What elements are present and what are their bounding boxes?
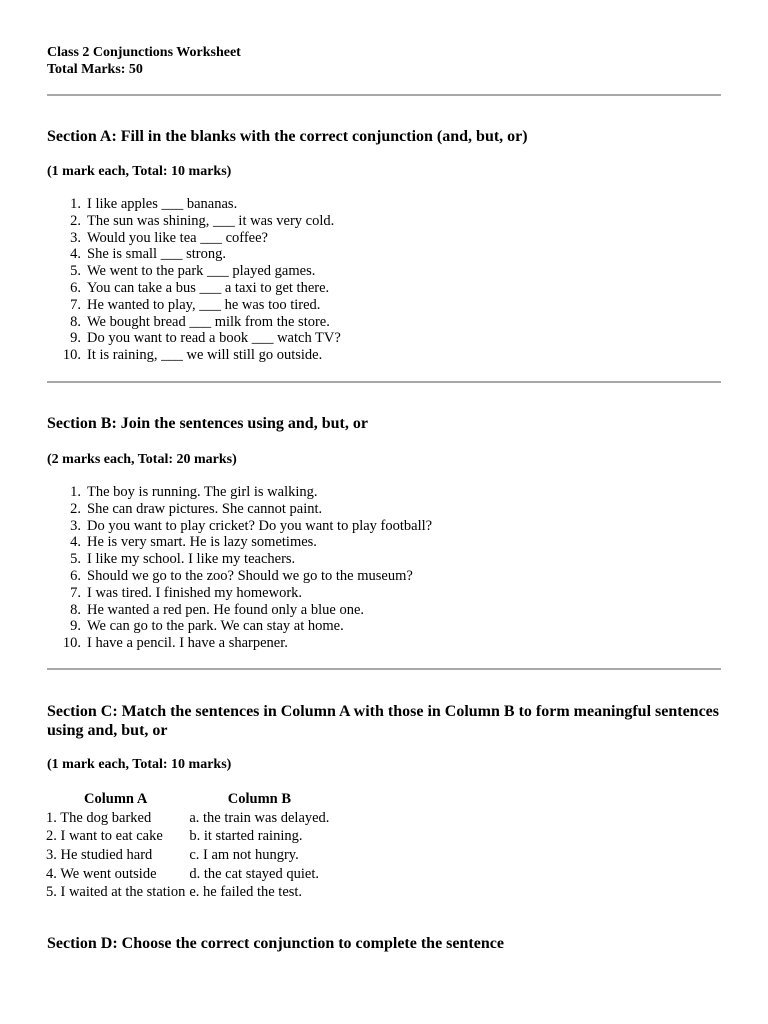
item-number: 9. <box>70 618 81 635</box>
divider <box>47 381 721 383</box>
list-item <box>47 347 341 364</box>
column-b-cell: b. it started raining. <box>189 828 303 845</box>
list-item <box>47 635 432 652</box>
list-item <box>47 568 432 585</box>
list-item <box>47 196 341 213</box>
list-item <box>47 501 432 518</box>
item-text: The boy is running. The girl is walking. <box>87 484 318 500</box>
divider <box>47 94 721 96</box>
item-text: He wanted a red pen. He found only a blue one. <box>87 601 365 618</box>
item-text: I like my school. I like my teachers. <box>87 551 296 568</box>
divider <box>47 668 721 670</box>
item-text: Should we go to the zoo? Should we go to the museum? <box>87 567 413 584</box>
item-number: 7. <box>70 296 81 313</box>
list-item <box>47 263 341 280</box>
item-text: It is raining, ___ we will still go outside. <box>87 347 323 364</box>
item-text: You can take a bus ___ a taxi to get there. <box>87 279 330 296</box>
list-item <box>47 246 341 263</box>
item-text: I like apples ___ bananas. <box>87 196 238 212</box>
column-b-cell: c. I am not hungry. <box>189 846 299 863</box>
item-number: 9. <box>70 330 81 347</box>
item-text: Do you want to read a book ___ watch TV? <box>87 330 341 347</box>
list-item <box>47 534 432 551</box>
column-a-header: Column A <box>84 791 148 807</box>
list-item <box>47 230 341 247</box>
item-text: We bought bread ___ milk from the store. <box>87 313 330 330</box>
item-number: 4. <box>70 246 81 263</box>
section-c-title: Section C: Match the sentences in Column A with those in Column B to form meaningful sentences using and, but, or <box>47 703 719 739</box>
total-marks: Total Marks: 50 <box>47 62 143 77</box>
item-number: 6. <box>70 279 81 296</box>
item-number: 7. <box>70 584 81 601</box>
column-b-cell: e. he failed the test. <box>189 884 303 901</box>
section-c-marks: (1 mark each, Total: 10 marks) <box>47 757 232 772</box>
column-a-cell: 2. I want to eat cake <box>46 828 163 845</box>
item-number: 1. <box>70 196 81 212</box>
item-text: I was tired. I finished my homework. <box>87 584 303 601</box>
section-a-marks: (1 mark each, Total: 10 marks) <box>47 164 232 179</box>
item-text: She is small ___ strong. <box>87 246 226 263</box>
item-number: 4. <box>70 534 81 551</box>
worksheet-header <box>47 44 241 78</box>
section-b-marks: (2 marks each, Total: 20 marks) <box>47 452 237 467</box>
item-text: We can go to the park. We can stay at home. <box>87 618 344 635</box>
item-number: 10. <box>62 635 81 652</box>
list-item <box>47 551 432 568</box>
list-item <box>47 280 341 297</box>
column-a-cell: 3. He studied hard <box>46 846 153 863</box>
item-number: 6. <box>70 567 81 584</box>
column-a-cell: 1. The dog barked <box>46 809 152 826</box>
item-number: 5. <box>70 551 81 568</box>
table-row <box>44 865 331 884</box>
list-item <box>47 484 432 501</box>
item-number: 8. <box>70 313 81 330</box>
item-number: 5. <box>70 263 81 280</box>
item-text: The sun was shining, ___ it was very cold. <box>87 212 335 229</box>
list-item <box>47 602 432 619</box>
column-a-cell: 5. I waited at the station <box>46 884 186 901</box>
matching-table <box>44 790 331 902</box>
section-a-title: Section A: Fill in the blanks with the correct conjunction (and, but, or) <box>47 128 528 145</box>
list-item <box>47 585 432 602</box>
list-item <box>47 314 341 331</box>
item-text: Do you want to play cricket? Do you want to play football? <box>87 517 433 534</box>
section-b-list <box>47 484 432 652</box>
item-number: 10. <box>62 347 81 364</box>
worksheet-title: Class 2 Conjunctions Worksheet <box>47 45 241 60</box>
table-row <box>44 846 331 865</box>
item-number: 3. <box>70 229 81 246</box>
column-b-cell: d. the cat stayed quiet. <box>189 865 319 882</box>
table-row <box>44 883 331 902</box>
item-text: He wanted to play, ___ he was too tired. <box>87 296 321 313</box>
item-text: He is very smart. He is lazy sometimes. <box>87 534 317 551</box>
section-b-title: Section B: Join the sentences using and, but, or <box>47 415 368 432</box>
list-item <box>47 213 341 230</box>
section-a-list <box>47 196 341 364</box>
table-row <box>44 809 331 828</box>
item-text: She can draw pictures. She cannot paint. <box>87 500 323 517</box>
item-text: We went to the park ___ played games. <box>87 263 316 280</box>
list-item <box>47 330 341 347</box>
item-number: 3. <box>70 517 81 534</box>
list-item <box>47 518 432 535</box>
column-b-cell: a. the train was delayed. <box>189 809 330 826</box>
item-text: Would you like tea ___ coffee? <box>87 229 268 246</box>
item-number: 2. <box>70 500 81 517</box>
table-row <box>44 828 331 847</box>
column-a-cell: 4. We went outside <box>46 865 157 882</box>
list-item <box>47 618 432 635</box>
column-b-header: Column B <box>227 791 292 807</box>
section-d-title: Section D: Choose the correct conjunction to complete the sentence <box>47 935 504 952</box>
item-number: 2. <box>70 212 81 229</box>
matching-table-header <box>44 790 331 809</box>
list-item <box>47 297 341 314</box>
item-number: 8. <box>70 601 81 618</box>
item-text: I have a pencil. I have a sharpener. <box>87 635 288 652</box>
item-number: 1. <box>70 484 81 500</box>
